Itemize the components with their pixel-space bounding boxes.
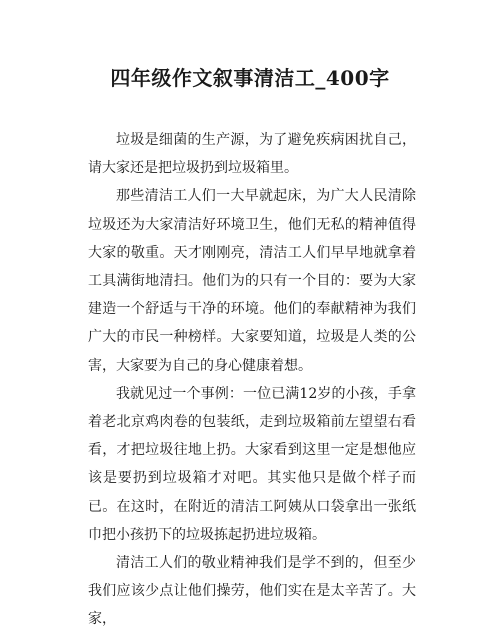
paragraph-2: 那些清洁工人们一大早就起床，为广大人民清除垃圾还为大家清洁好环境卫生，他们无私的精神值得大家的敬重。天才刚刚亮，清洁工人们早早地就拿着工具满街地清扫。他们为的只有一个目的：要为大家建造一个舒适与干净的环境。他们的奉献精神为我们广大的市民一种榜样。大家要知道，垃圾是人类的公害，大家要为自己的身心健康着想。: [88, 188, 416, 374]
paragraph-4: 清洁工人们的敬业精神我们是学不到的，但至少我们应该少点让他们操劳，他们实在是太辛苦了。大家，: [88, 555, 416, 628]
document-title: 四年级作文叙事清洁工_400字: [110, 66, 390, 90]
paragraph-3: 我就见过一个事例：一位已满12岁的小孩，手拿着老北京鸡肉卷的包装纸，走到垃圾箱前左望望右看看，才把垃圾往地上扔。大家看到这里一定是想他应该是要扔到垃圾箱才对吧。其实他只是做个样子而已。在这时，在附近的清洁工阿姨从口袋拿出一张纸巾把小孩扔下的垃圾拣起扔进垃圾箱。: [88, 385, 416, 543]
paragraph-1: 垃圾是细菌的生产源，为了避免疾病困扰自己，请大家还是把垃圾扔到垃圾箱里。: [88, 132, 416, 177]
document-body: [88, 126, 416, 634]
